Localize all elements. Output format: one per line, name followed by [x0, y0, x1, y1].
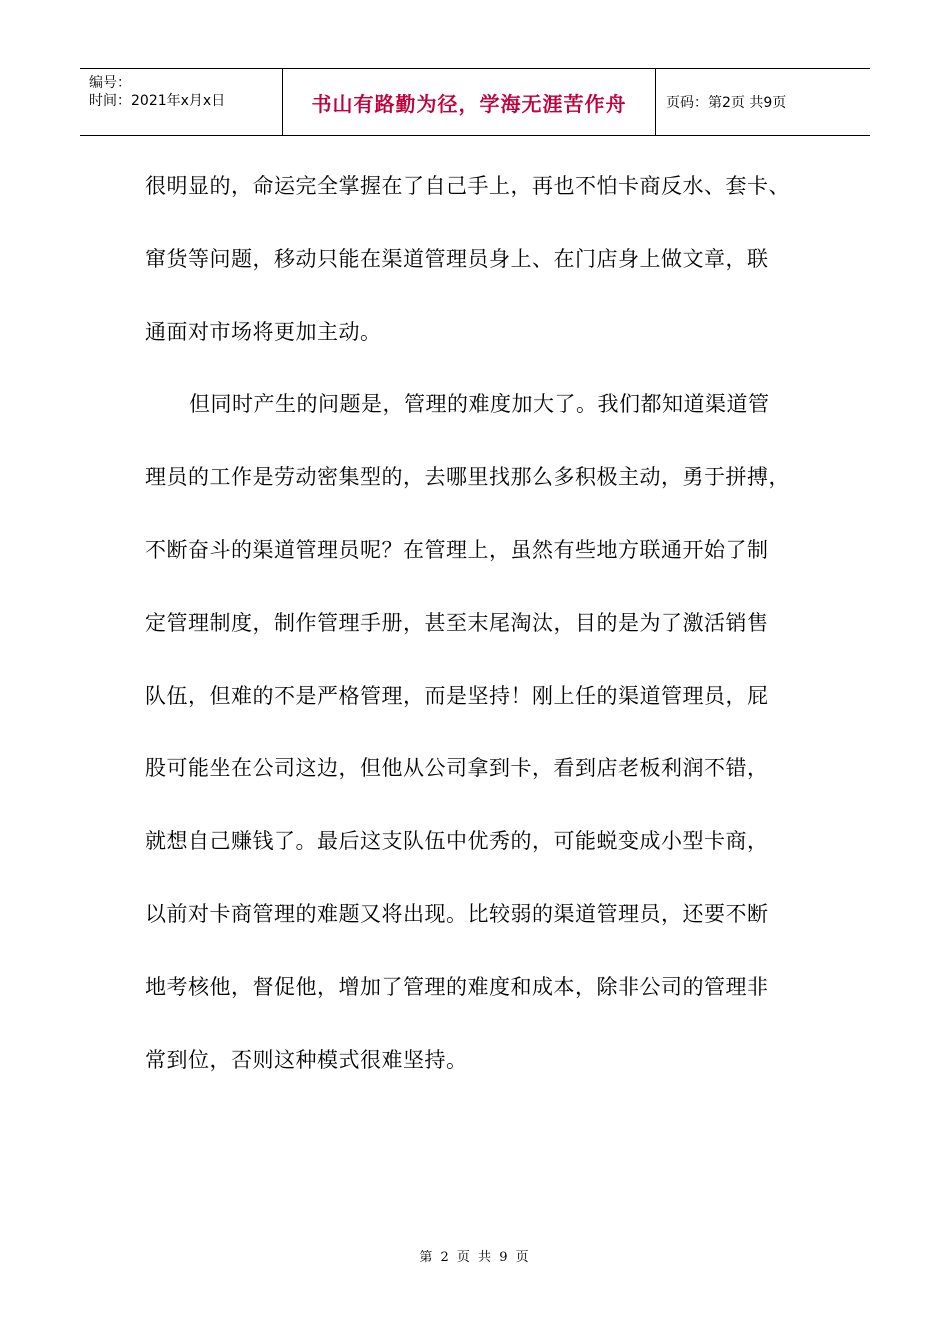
body-line: 不断奋斗的渠道管理员呢？在管理上，虽然有些地方联通开始了制	[145, 537, 769, 562]
body-line: 理员的工作是劳动密集型的，去哪里找那么多积极主动，勇于拼搏，	[145, 465, 790, 490]
header-page-number: 页码：第2页 共9页	[666, 95, 787, 111]
body-line: 常到位，否则这种模式很难坚持。	[145, 1047, 468, 1072]
header-meta	[80, 69, 283, 135]
header-motto-cell	[283, 69, 656, 135]
document-date: 时间：2021年x月x日	[89, 93, 226, 109]
page-footer: 第 2 页 共 9 页	[419, 1250, 531, 1265]
body-line: 以前对卡商管理的难题又将出现。比较弱的渠道管理员，还要不断	[145, 901, 769, 926]
page-header	[80, 68, 870, 136]
body-line: 队伍，但难的不是严格管理，而是坚持！刚上任的渠道管理员，屁	[145, 683, 769, 708]
header-page-cell	[656, 69, 870, 135]
document-number-label: 编号：	[89, 75, 131, 91]
body-line: 定管理制度，制作管理手册，甚至末尾淘汰，目的是为了激活销售	[145, 610, 769, 635]
body-line: 窜货等问题，移动只能在渠道管理员身上、在门店身上做文章，联	[145, 246, 769, 271]
body-line: 就想自己赚钱了。最后这支队伍中优秀的，可能蜕变成小型卡商，	[145, 829, 769, 854]
body-line: 地考核他，督促他，增加了管理的难度和成本，除非公司的管理非	[145, 974, 769, 999]
body-line: 很明显的，命运完全掌握在了自己手上，再也不怕卡商反水、套卡、	[145, 174, 790, 198]
body-line: 通面对市场将更加主动。	[145, 319, 382, 344]
body-line: 股可能坐在公司这边，但他从公司拿到卡，看到店老板利润不错，	[145, 756, 769, 781]
document-body	[145, 156, 805, 1102]
header-motto: 书山有路勤为径，学海无涯苦作舟	[311, 91, 627, 116]
paragraph-start-line: 但同时产生的问题是，管理的难度加大了。我们都知道渠道管	[189, 392, 770, 417]
